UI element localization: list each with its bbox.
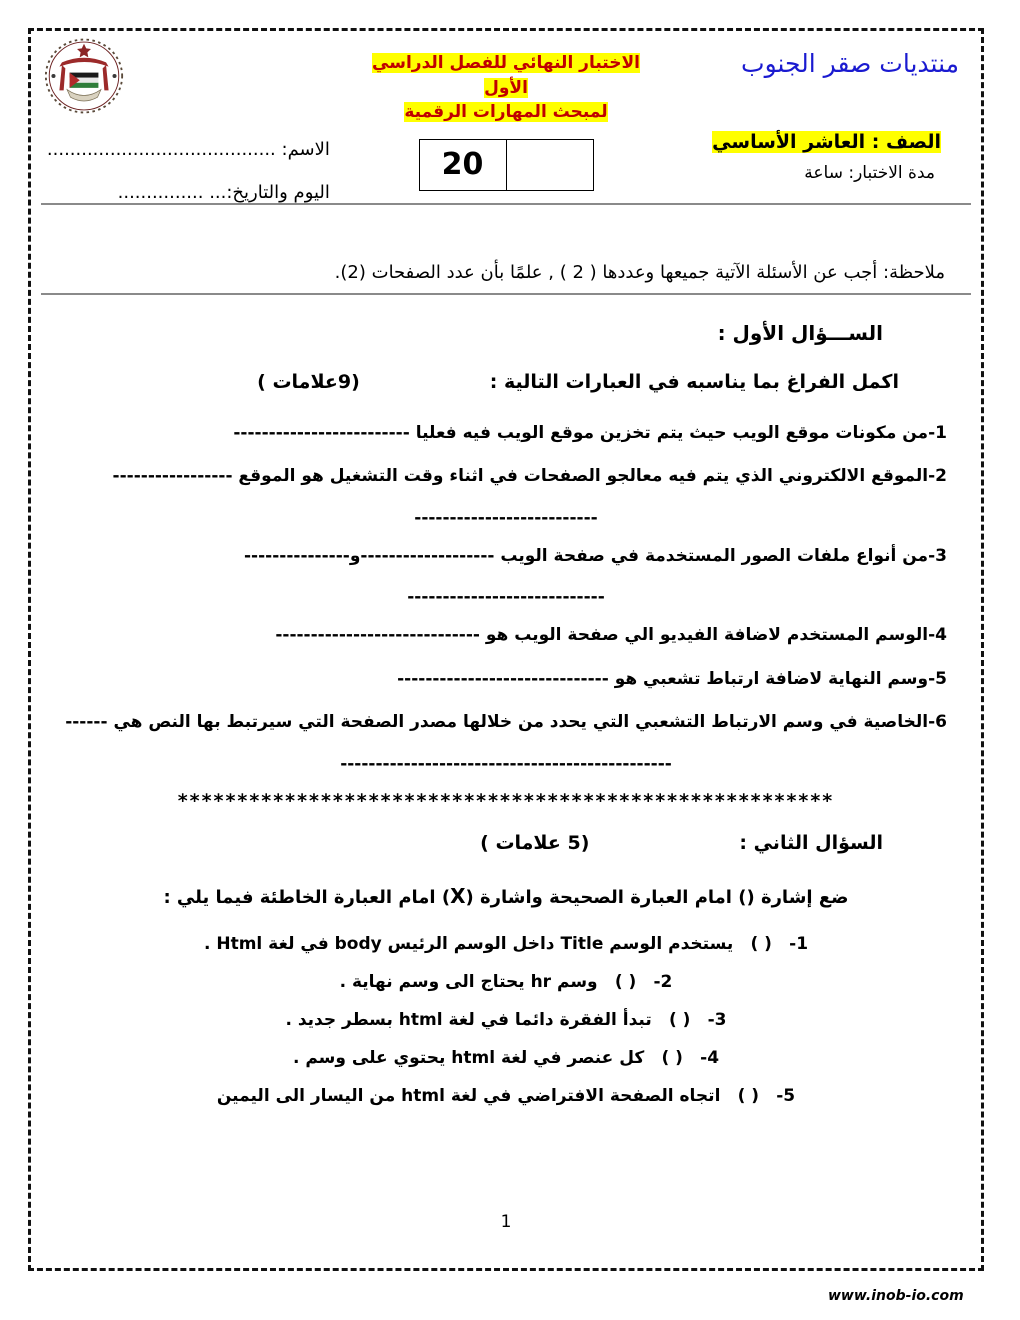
fill-item-6 bbox=[65, 710, 947, 736]
tf-item-2-answer-parens[interactable]: ( ) bbox=[614, 971, 637, 992]
tf-item-3-text: تبدأ الفقرة دائما في لغة html بسطر جديد . bbox=[285, 1009, 652, 1030]
tf-item-1-text: يستخدم الوسم Title داخل الوسم الرئيس body في لغة Html . bbox=[203, 933, 734, 954]
question-two-marks: (5 علامات ) bbox=[480, 831, 590, 854]
fill-item-1-number: 1- bbox=[928, 422, 947, 443]
forum-watermark-text: منتديات صقر الجنوب bbox=[741, 49, 959, 78]
fill-item-3 bbox=[65, 544, 947, 570]
tf-item-3-number: 3- bbox=[707, 1009, 727, 1030]
true-false-item-3 bbox=[65, 1010, 947, 1030]
fill-item-1-text: من مكونات موقع الويب حيث يتم تخزين موقع الويب فيه فعليا bbox=[415, 422, 929, 443]
name-input-dots[interactable]: ........................................ bbox=[46, 138, 276, 160]
tf-item-2-number: 2- bbox=[653, 971, 673, 992]
fill-item-4-text: الوسم المستخدم لاضافة الفيديو الي صفحة الويب هو bbox=[485, 625, 929, 646]
question-two-header-row bbox=[65, 832, 947, 854]
score-box-empty-cell[interactable] bbox=[506, 139, 593, 190]
fill-item-3-blank[interactable]: -------------------و--------------- bbox=[244, 545, 495, 566]
page-border-frame bbox=[28, 28, 984, 1271]
fill-item-5-text: وسم النهاية لاضافة ارتباط تشعبي هو bbox=[614, 668, 929, 689]
fill-item-6-number: 6- bbox=[928, 712, 947, 733]
tf-item-4-number: 4- bbox=[700, 1047, 720, 1068]
exam-title-line1: الاختبار النهائي للفصل الدراسي الأول bbox=[372, 53, 640, 98]
fill-item-2-blank[interactable]: ----------------- bbox=[112, 466, 233, 487]
site-watermark-footer: www.inob-io.com bbox=[828, 1288, 964, 1304]
exam-body bbox=[41, 295, 971, 1106]
true-false-item-5 bbox=[65, 1086, 947, 1106]
instruction-before-text: ضع إشارة () امام العبارة الصحيحة واشارة ( bbox=[465, 886, 849, 908]
fill-item-6-blank[interactable]: ------ bbox=[65, 712, 108, 733]
question-two-title: السؤال الثاني : bbox=[739, 831, 883, 854]
true-false-item-4 bbox=[65, 1048, 947, 1068]
score-box-row bbox=[419, 139, 593, 190]
instruction-x-mark: X bbox=[450, 883, 466, 908]
fill-item-2-extra-blank[interactable]: -------------------------- bbox=[414, 507, 598, 528]
header-table bbox=[41, 37, 971, 205]
question-one-prompt-row bbox=[65, 371, 947, 393]
tf-item-1-number: 1- bbox=[789, 933, 809, 954]
fill-item-2-number: 2- bbox=[928, 466, 947, 487]
tf-item-5-answer-parens[interactable]: ( ) bbox=[737, 1085, 760, 1106]
tf-item-2-text: وسم hr يحتاج الى وسم نهاية . bbox=[339, 971, 598, 992]
header-row-title bbox=[41, 37, 971, 125]
instruction-after-text: ) امام العبارة الخاطئة فيما يلي : bbox=[163, 886, 451, 908]
header-cell-score bbox=[348, 125, 664, 204]
page-content bbox=[41, 37, 971, 1262]
header-cell-class-duration bbox=[664, 125, 971, 204]
fill-item-6-extra-blank[interactable]: ----------------------------------------------- bbox=[340, 753, 672, 774]
fill-item-4 bbox=[65, 623, 947, 649]
fill-item-4-number: 4- bbox=[928, 625, 947, 646]
fill-item-1-blank[interactable]: ------------------------- bbox=[233, 422, 410, 443]
date-input-dots[interactable]: ............... bbox=[117, 181, 204, 203]
score-box-table bbox=[419, 139, 594, 191]
header-row-fields bbox=[41, 125, 971, 204]
header-cell-name-date bbox=[41, 125, 348, 204]
exam-title bbox=[348, 37, 664, 125]
class-label: الصف : العاشر الأساسي bbox=[712, 130, 941, 153]
question-one-prompt: اكمل الفراغ بما يناسبه في العبارات التالية : bbox=[489, 370, 899, 393]
question-two-instruction bbox=[65, 884, 947, 908]
page-number: 1 bbox=[500, 1212, 512, 1232]
tf-item-1-answer-parens[interactable]: ( ) bbox=[750, 933, 772, 954]
tf-item-5-text: اتجاه الصفحة الافتراضي في لغة html من اليسار الى اليمين bbox=[216, 1085, 721, 1106]
date-field-row[interactable] bbox=[41, 160, 348, 203]
question-one-marks: (9علامات ) bbox=[257, 370, 360, 393]
fill-item-5 bbox=[65, 667, 947, 693]
fill-item-2-text: الموقع الالكتروني الذي يتم فيه معالجو الصفحات في اثناء وقت التشغيل هو الموقع bbox=[238, 466, 929, 487]
fill-item-5-number: 5- bbox=[928, 668, 947, 689]
fill-item-4-blank[interactable]: ----------------------------- bbox=[275, 625, 480, 646]
exam-title-line2: لمبحث المهارات الرقمية bbox=[404, 102, 608, 123]
fill-item-5-blank[interactable]: ------------------------------ bbox=[397, 668, 609, 689]
true-false-item-2 bbox=[65, 972, 947, 992]
header-cell-title bbox=[348, 37, 664, 125]
tf-item-4-answer-parens[interactable]: ( ) bbox=[661, 1047, 683, 1068]
fill-item-3-extra-blank[interactable]: ---------------------------- bbox=[407, 587, 605, 608]
note-row bbox=[41, 205, 971, 295]
fill-item-6-text: الخاصية في وسم الارتباط التشعبي التي يحدد من خلالها مصدر الصفحة التي سيرتبط بها النص هي bbox=[113, 712, 929, 733]
fill-item-3-text: من أنواع ملفات الصور المستخدمة في صفحة الويب bbox=[500, 545, 929, 566]
header-cell-watermark bbox=[664, 37, 971, 125]
name-field-row[interactable] bbox=[41, 125, 348, 160]
class-label-wrapper bbox=[664, 125, 971, 153]
header-cell-logo bbox=[41, 37, 348, 125]
fill-item-2 bbox=[65, 464, 947, 490]
fill-item-1 bbox=[65, 421, 947, 447]
note-text: ملاحظة: أجب عن الأسئلة الآتية جميعها وعددها ( 2 ) , علمًا بأن عدد الصفحات (2). bbox=[334, 261, 945, 283]
duration-label: مدة الاختبار: ساعة bbox=[804, 162, 935, 183]
score-total-cell: 20 bbox=[419, 139, 506, 190]
question-one-title: الســـؤال الأول : bbox=[717, 320, 883, 345]
fill-item-3-number: 3- bbox=[928, 545, 947, 566]
date-label: اليوم والتاريخ:... bbox=[209, 181, 330, 203]
jordan-ministry-of-education-emblem-icon bbox=[41, 37, 127, 115]
tf-item-5-number: 5- bbox=[776, 1085, 796, 1106]
name-label: الاسم: bbox=[281, 138, 330, 160]
section-separator-stars: ******************************************************* bbox=[177, 789, 835, 812]
tf-item-4-text: كل عنصر في لغة html يحتوي على وسم . bbox=[292, 1047, 645, 1068]
true-false-item-1 bbox=[65, 934, 947, 954]
tf-item-3-answer-parens[interactable]: ( ) bbox=[668, 1009, 691, 1030]
